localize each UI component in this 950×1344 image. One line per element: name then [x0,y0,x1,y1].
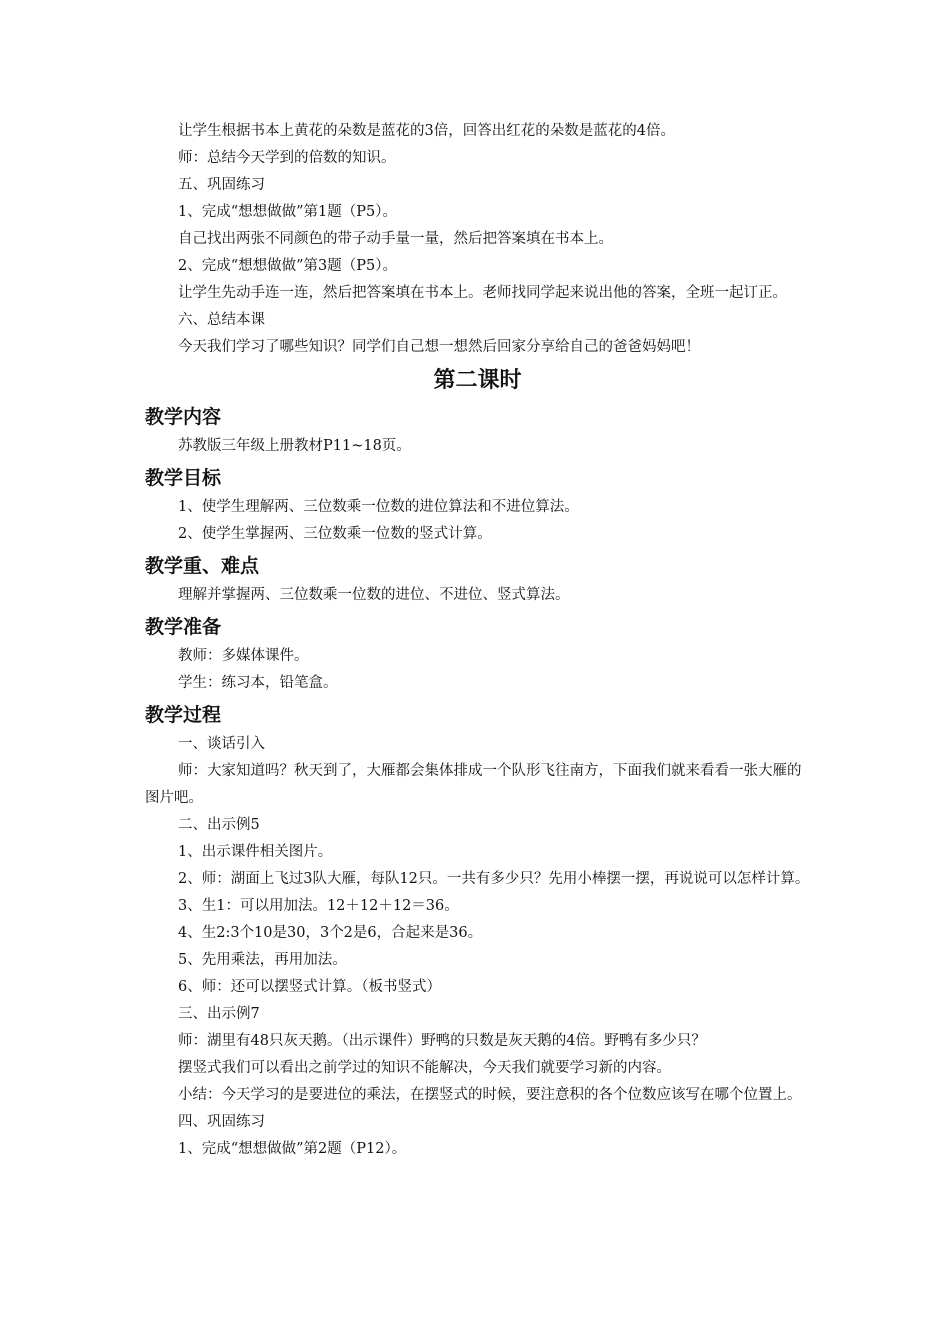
paragraph: 1、使学生理解两、三位数乘一位数的进位算法和不进位算法。 [178,499,579,515]
paragraph: 2、使学生掌握两、三位数乘一位数的竖式计算。 [178,526,492,542]
paragraph: 2、完成“想想做做”第3题（P5）。 [178,258,398,274]
paragraph: 学生：练习本，铅笔盒。 [178,675,338,691]
paragraph: 一、谈话引入 [178,736,265,752]
section-heading-goals: 教学目标 [145,467,222,489]
paragraph: 1、完成“想想做做”第1题（P5）。 [178,204,398,220]
paragraph: 二、出示例5 [178,817,260,833]
lesson-title: 第二课时 [433,368,522,393]
paragraph: 自己找出两张不同颜色的带子动手量一量，然后把答案填在书本上。 [178,231,613,247]
paragraph: 三、出示例7 [178,1006,260,1022]
section-heading-content: 教学内容 [145,406,222,428]
paragraph: 今天我们学习了哪些知识？同学们自己想一想然后回家分享给自己的爸爸妈妈吧！ [178,339,700,355]
paragraph: 让学生先动手连一连，然后把答案填在书本上。老师找同学起来说出他的答案，全班一起订正。 [178,285,787,301]
section-heading-process: 教学过程 [145,704,222,726]
paragraph: 理解并掌握两、三位数乘一位数的进位、不进位、竖式算法。 [178,587,570,603]
paragraph: 让学生根据书本上黄花的朵数是蓝花的3倍，回答出红花的朵数是蓝花的4倍。 [178,123,675,139]
paragraph: 1、出示课件相关图片。 [178,844,333,860]
paragraph: 教师：多媒体课件。 [178,648,309,664]
section-heading-preparation: 教学准备 [145,616,222,638]
paragraph: 六、总结本课 [178,312,265,328]
paragraph: 师：湖里有48只灰天鹅。（出示课件）野鸭的只数是灰天鹅的4倍。野鸭有多少只？ [178,1033,706,1049]
paragraph: 四、巩固练习 [178,1114,265,1130]
paragraph: 五、巩固练习 [178,177,265,193]
section-heading-key-points: 教学重、难点 [145,555,260,577]
paragraph: 5、先用乘法，再用加法。 [178,952,347,968]
document-page [145,118,810,1163]
paragraph: 摆竖式我们可以看出之前学过的知识不能解决，今天我们就要学习新的内容。 [178,1060,671,1076]
paragraph: 小结：今天学习的是要进位的乘法，在摆竖式的时候，要注意积的各个位数应该写在哪个位置上。 [178,1087,802,1103]
paragraph: 2、师：湖面上飞过3队大雁，每队12只。一共有多少只？先用小棒摆一摆，再说说可以怎样计算。 [178,871,810,887]
paragraph: 1、完成“想想做做”第2题（P12）。 [178,1141,407,1157]
paragraph: 6、师：还可以摆竖式计算。（板书竖式） [178,979,441,995]
paragraph: 3、生1：可以用加法。12＋12＋12＝36。 [178,898,459,914]
paragraph: 师：大家知道吗？秋天到了，大雁都会集体排成一个队形飞往南方，下面我们就来看看一张大雁的图片吧。 [145,763,802,806]
paragraph: 苏教版三年级上册教材P11~18页。 [178,438,411,454]
paragraph: 4、生2:3个10是30，3个2是6，合起来是36。 [178,925,483,941]
paragraph: 师：总结今天学到的倍数的知识。 [178,150,396,166]
